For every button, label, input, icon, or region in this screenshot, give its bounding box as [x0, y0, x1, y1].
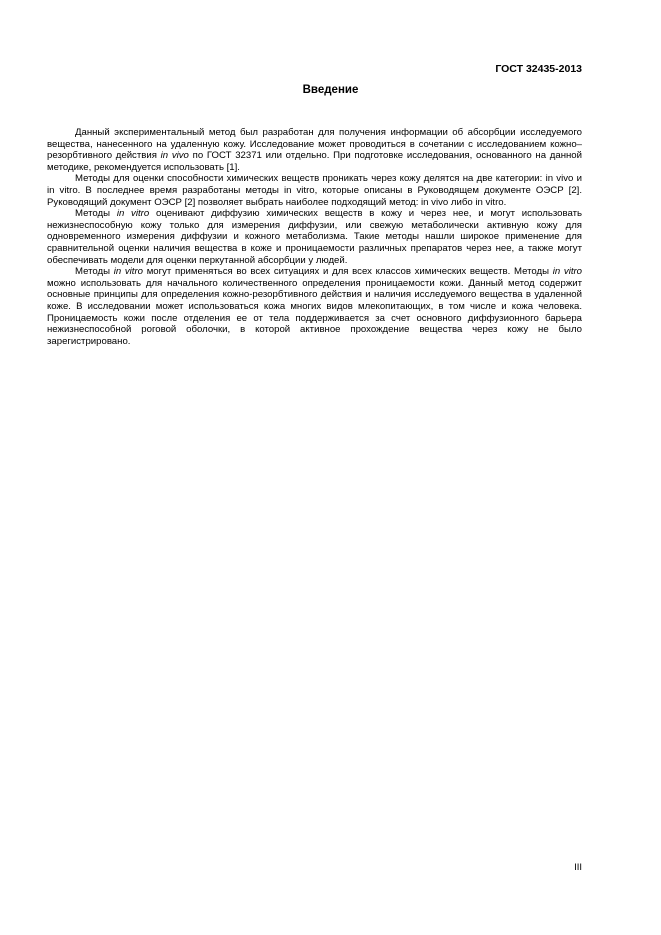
page-number: III [574, 862, 582, 873]
body-text [47, 127, 582, 347]
standard-code: ГОСТ 32435-2013 [495, 63, 582, 75]
paragraph-4: Методы in vitro могут применяться во всех ситуациях и для всех классов химических веществ. Методы in vitro можно использовать для начального количественного определения проницаемости кожи. Данный метод содержит основные принципы для определения кожно-резорбтивного действия и наличия исследуемого вещества в удаленной коже. В исследовании может использоваться кожа многих видов млекопитающих, в том числе и кожа человека. Проницаемость кожи после отделения ее от тела поддерживается за счет основного диффузионного барьера нежизнеспособной роговой оболочки, в которой активное прохождение вещества через кожу не было зарегистрировано. [47, 266, 583, 347]
section-title: Введение [302, 84, 359, 96]
paragraph-2: Методы для оценки способности химических веществ проникать через кожу делятся на две категории: in vivo и in vitro. В последнее время разработаны методы in vitro, которые описаны в Руководящем документе ОЭСР [2]. Руководящий документ ОЭСР [2] позволяет выбрать наиболее подходящий метод: in vivo либо in vitro. [47, 173, 582, 208]
paragraph-1: Данный экспериментальный метод был разработан для получения информации об абсорбции исследуемого вещества, нанесенного на удаленную кожу. Исследование может проводиться в сочетании с исследованием кожно–резорбтивного действия in vivo по ГОСТ 32371 или отдельно. При подготовке исследования, основанного на данной методике, рекомендуется использовать [1]. [47, 127, 582, 173]
paragraph-3: Методы in vitro оценивают диффузию химических веществ в кожу и через нее, и могут использовать нежизнеспособную кожу только для измерения диффузии, или свежую метаболически активную кожу для одновременного измерения диффузии и кожного метаболизма. Такие методы нашли широкое применение для сравнительной оценки наличия вещества в коже и проницаемости различных препаратов через нее, а также могут обеспечивать модели для оценки перкутанной абсорбции у людей. [47, 208, 582, 266]
